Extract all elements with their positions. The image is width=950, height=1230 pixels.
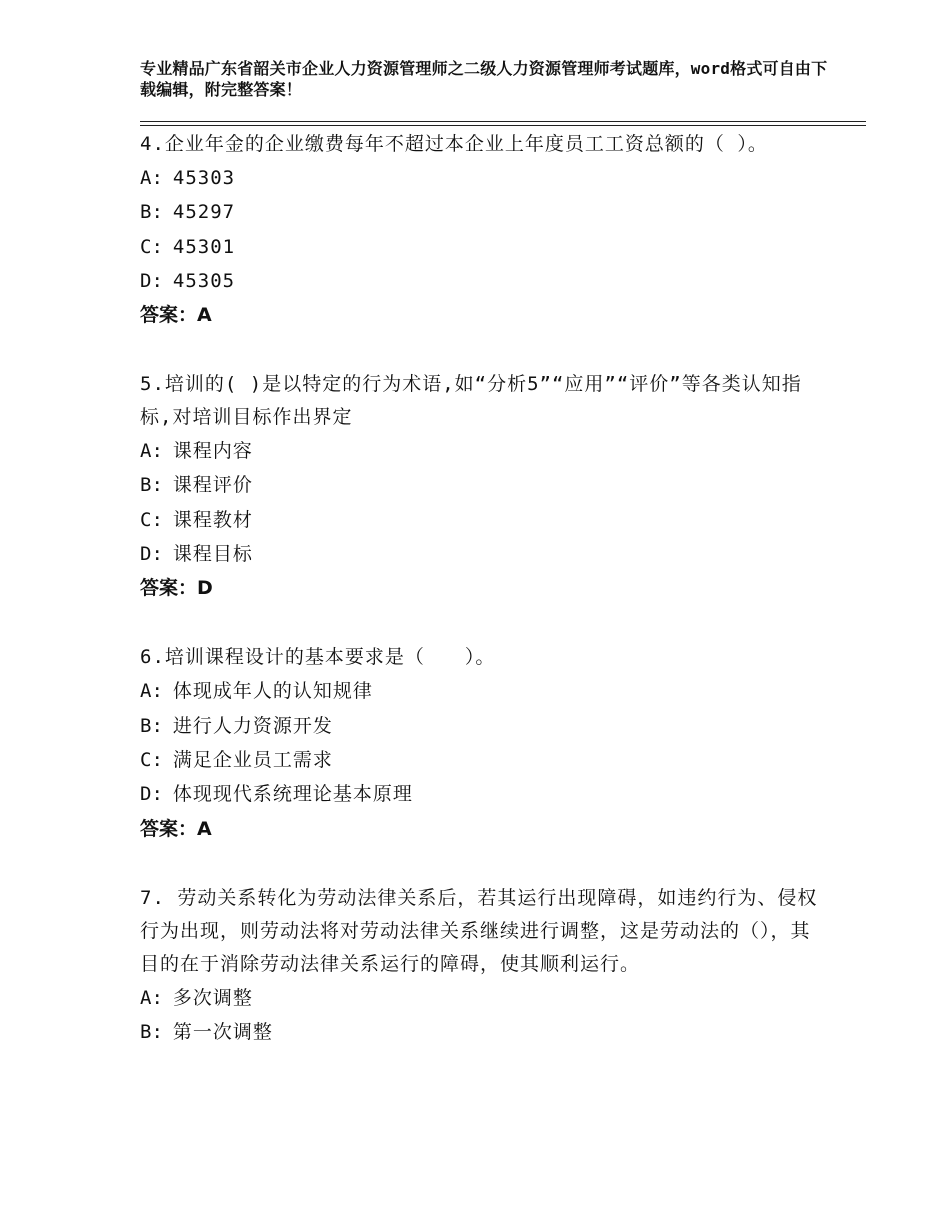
option-letter: A: [140, 167, 163, 189]
option-text: 第一次调整 [172, 1020, 273, 1043]
option-a [140, 981, 830, 1015]
option-text: 满足企业员工需求 [172, 748, 333, 771]
option-b [140, 1015, 830, 1049]
option-letter: B: [140, 474, 163, 497]
option-letter: B: [140, 1020, 163, 1043]
option-letter: D: [140, 269, 163, 292]
option-a [140, 434, 830, 468]
answer-line: 答案：D [140, 577, 213, 600]
spacer [140, 332, 830, 366]
question-stem: 4.企业年金的企业缴费每年不超过本企业上年度员工工资总额的（ ）。 [140, 133, 768, 155]
option-b [140, 468, 830, 502]
document-header: 专业精品广东省韶关市企业人力资源管理师之二级人力资源管理师考试题库，word格式可自由下载编辑，附完整答案！ [140, 59, 828, 99]
question-7 [140, 880, 830, 1050]
option-letter: A: [140, 440, 163, 463]
spacer [140, 605, 830, 639]
option-d [140, 777, 830, 811]
option-text: 多次调整 [172, 986, 253, 1009]
question-stem: 5.培训的( )是以特定的行为术语,如“分析5”“应用”“评价”等各类认知指标,对培训目标作出界定 [140, 373, 802, 429]
option-text: 体现成年人的认知规律 [172, 680, 373, 703]
option-d [140, 264, 830, 298]
option-b [140, 709, 830, 743]
option-letter: C: [140, 508, 163, 531]
question-stem: 7. 劳动关系转化为劳动法律关系后，若其运行出现障碍，如违约行为、侵权行为出现，则劳动法将对劳动法律关系继续进行调整，这是劳动法的（），其目的在于消除劳动法律关系运行的障碍，使其顺利运行。 [140, 886, 818, 975]
question-5 [140, 366, 830, 605]
option-letter: A: [140, 986, 163, 1009]
option-text: 45297 [172, 201, 236, 224]
answer-line: 答案：A [140, 304, 212, 327]
option-b [140, 195, 830, 229]
option-letter: C: [140, 748, 163, 771]
option-c [140, 503, 830, 537]
question-list [140, 126, 830, 1049]
question-4 [140, 126, 830, 332]
option-a [140, 161, 830, 195]
question-stem: 6.培训课程设计的基本要求是（ ）。 [140, 646, 496, 669]
option-letter: A: [140, 680, 163, 703]
option-letter: C: [140, 235, 163, 258]
option-c [140, 230, 830, 264]
option-text: 45305 [172, 269, 236, 292]
option-letter: D: [140, 543, 163, 566]
option-text: 课程目标 [172, 543, 253, 566]
option-d [140, 537, 830, 571]
option-a [140, 674, 830, 708]
option-text: 进行人力资源开发 [172, 714, 333, 737]
option-text: 体现现代系统理论基本原理 [172, 783, 413, 806]
option-text: 课程评价 [172, 474, 253, 497]
option-letter: B: [140, 714, 163, 737]
spacer [140, 846, 830, 880]
option-text: 课程教材 [172, 508, 253, 531]
option-c [140, 743, 830, 777]
option-letter: B: [140, 201, 163, 224]
option-text: 45301 [172, 235, 236, 258]
option-text: 45303 [172, 167, 236, 189]
question-6 [140, 639, 830, 845]
option-text: 课程内容 [172, 440, 253, 463]
answer-line: 答案：A [140, 817, 212, 840]
option-letter: D: [140, 783, 163, 806]
